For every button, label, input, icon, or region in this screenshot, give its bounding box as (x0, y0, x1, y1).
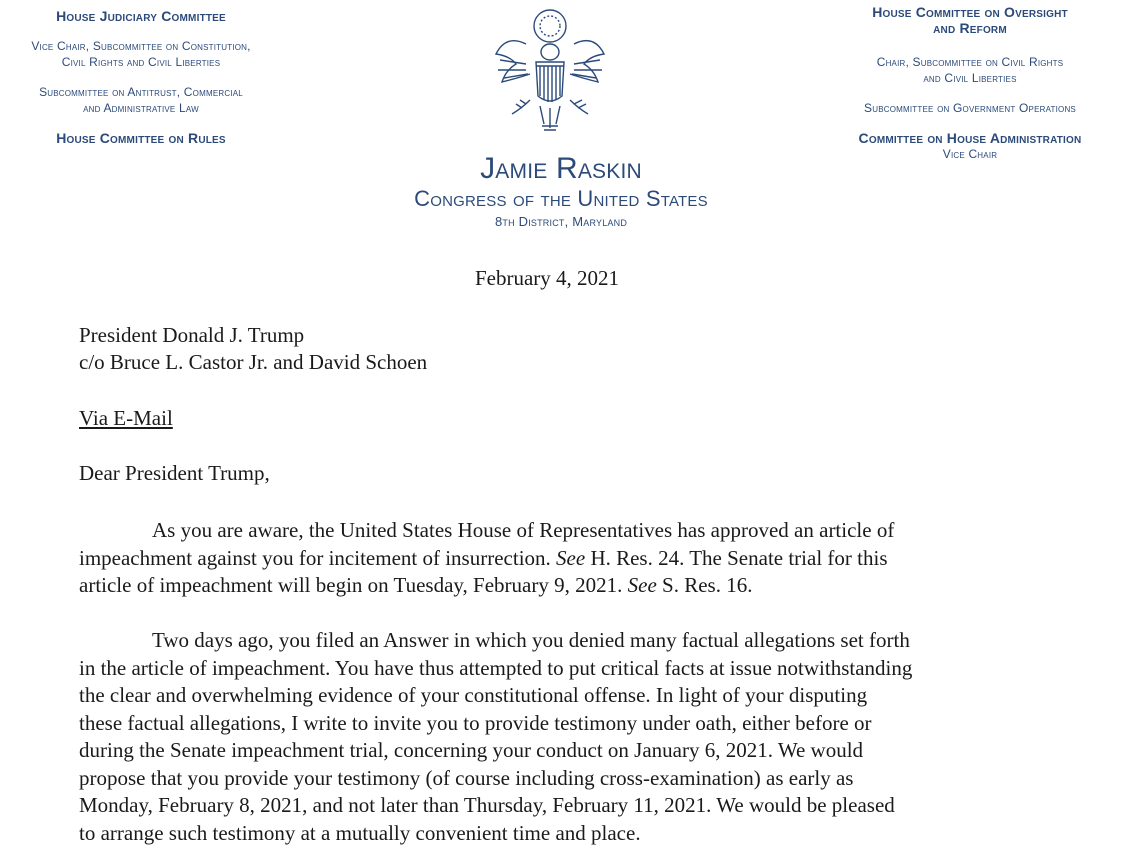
chair-civil-rights-line1: Chair, Subcommittee on Civil Rights (876, 55, 1064, 69)
paragraph-2-line: propose that you provide your testimony (of course including cross-examination) as early as (79, 765, 854, 790)
paragraph-2-line: these factual allegations, I write to invite you to provide testimony under oath, either before or (79, 710, 872, 735)
chair-civil-rights-line2: and Civil Liberties (923, 71, 1017, 85)
paragraph-1 (79, 517, 1019, 600)
paragraph-2-line: Two days ago, you filed an Answer in which you denied many factual allegations set forth (152, 628, 910, 652)
vice-chair-constitution-line1: Vice Chair, Subcommittee on Constitution, (31, 39, 251, 53)
paragraph-2-line: the clear and overwhelming evidence of your constitutional offense. In light of your disputing (79, 683, 868, 707)
congress-title: Congress of the United States (414, 186, 708, 211)
great-seal-eagle-icon (486, 4, 614, 136)
recipient-care-of: c/o Bruce L. Castor Jr. and David Schoen (79, 350, 428, 374)
paragraph-2-line: in the article of impeachment. You have thus attempted to put critical facts at issue notwithstanding (79, 655, 913, 680)
committee-house-administration: Committee on House Administration (858, 130, 1082, 146)
government-operations: Subcommittee on Government Operations (864, 101, 1076, 115)
vice-chair-label: Vice Chair (942, 147, 998, 161)
committee-judiciary: House Judiciary Committee (56, 8, 226, 24)
committee-rules: House Committee on Rules (56, 130, 226, 146)
paragraph-2-line: to arrange such testimony at a mutually convenient time and place. (79, 820, 641, 845)
paragraph-1-line-1: As you are aware, the United States House of Representatives has approved an article of (152, 518, 895, 542)
letter-date: February 4, 2021 (474, 266, 620, 290)
paragraph-2-line: during the Senate impeachment trial, concerning your conduct on January 6, 2021. We would (79, 738, 864, 762)
delivery-method: Via E-Mail (79, 406, 173, 430)
letterhead-left-column (0, 8, 282, 146)
paragraph-2-line: Monday, February 8, 2021, and not later than Thursday, February 11, 2021. We would be pleased (79, 793, 895, 817)
member-name: Jamie Raskin (480, 152, 642, 185)
recipient-address (79, 322, 427, 376)
paragraph-1-line-3: article of impeachment will begin on Tuesday, February 9, 2021. See S. Res. 16. (79, 573, 753, 597)
letterhead-name-block (330, 152, 792, 232)
salutation: Dear President Trump, (79, 461, 270, 485)
antitrust-line1: Subcommittee on Antitrust, Commercial (39, 85, 243, 99)
recipient-name: President Donald J. Trump (79, 323, 305, 347)
paragraph-1-line-2: impeachment against you for incitement of insurrection. See H. Res. 24. The Senate trial for this (79, 545, 888, 570)
paragraph-2 (79, 627, 1019, 847)
district-label: 8th District, Maryland (494, 214, 628, 229)
vice-chair-constitution-line2: Civil Rights and Civil Liberties (61, 55, 221, 69)
antitrust-line2: and Administrative Law (83, 101, 199, 115)
committee-oversight-line2: and Reform (933, 20, 1007, 36)
committee-oversight-line1: House Committee on Oversight (872, 4, 1068, 20)
letterhead-right-column (832, 4, 1108, 162)
